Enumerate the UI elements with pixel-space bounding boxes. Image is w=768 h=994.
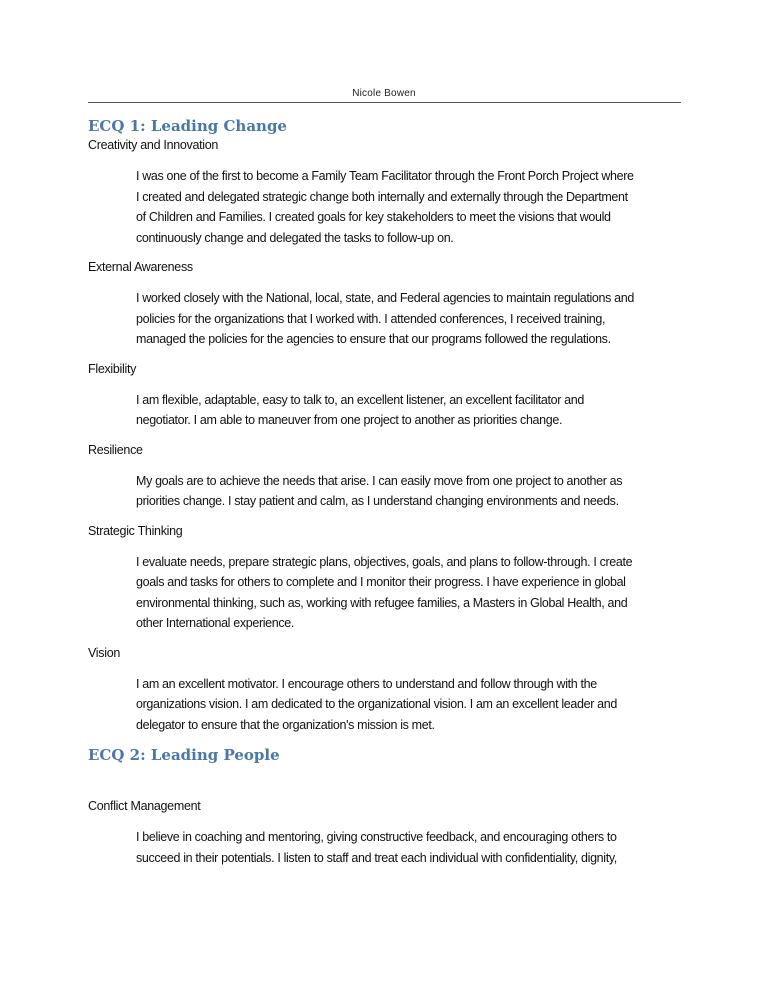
competency-paragraph	[136, 471, 688, 512]
competency-paragraph	[136, 552, 688, 634]
competency-title: Strategic Thinking	[88, 523, 183, 538]
paragraph-line: continuously change and delegated the tasks to follow-up on.	[136, 230, 454, 245]
paragraph-line: I created and delegated strategic change both internally and externally through the Department	[136, 189, 628, 204]
paragraph-line: goals and tasks for others to complete and I monitor their progress. I have experience in global	[136, 575, 626, 589]
paragraph-line: I am flexible, adaptable, easy to talk to, an excellent listener, an excellent facilitator and	[136, 392, 584, 407]
paragraph-line: My goals are to achieve the needs that arise. I can easily move from one project to another as	[136, 473, 623, 488]
competency-title: Vision	[88, 645, 121, 660]
paragraph-line: environmental thinking, such as, working with refugee families, a Masters in Global Health, and	[136, 595, 628, 610]
competency-title: Creativity and Innovation	[88, 138, 219, 152]
paragraph-line: of Children and Families. I created goals for key stakeholders to meet the visions that would	[136, 210, 611, 224]
paragraph-line: policies for the organizations that I worked with. I attended conferences, I received training,	[136, 311, 606, 326]
document-body	[88, 116, 688, 878]
section-heading-ecq1: ECQ 1: Leading Change	[88, 117, 287, 135]
paragraph-line: organizations vision. I am dedicated to the organizational vision. I am an excellent leader and	[136, 697, 617, 711]
competency-title: External Awareness	[88, 260, 193, 274]
paragraph-line: delegator to ensure that the organization's mission is met.	[136, 717, 435, 732]
paragraph-line: I believe in coaching and mentoring, giving constructive feedback, and encouraging others to	[136, 830, 617, 844]
paragraph-line: negotiator. I am able to maneuver from one project to another as priorities change.	[136, 413, 563, 427]
paragraph-line: I am an excellent motivator. I encourage others to understand and follow through with the	[136, 676, 597, 691]
competency-paragraph	[136, 166, 688, 248]
paragraph-line: I evaluate needs, prepare strategic plans, objectives, goals, and plans to follow-through. I create	[136, 554, 633, 569]
section-heading-ecq2: ECQ 2: Leading People	[88, 746, 280, 764]
competency-paragraph	[136, 827, 688, 868]
competency-title: Resilience	[88, 442, 143, 457]
page-header-name: Nicole Bowen	[352, 88, 416, 99]
paragraph-line: succeed in their potentials. I listen to staff and treat each individual with confidentiality, dignity,	[136, 850, 617, 865]
paragraph-line: managed the policies for the agencies to ensure that our programs followed the regulations.	[136, 332, 611, 346]
header-divider	[88, 102, 681, 103]
paragraph-line: other International experience.	[136, 616, 295, 630]
paragraph-line: I was one of the first to become a Family Team Facilitator through the Front Porch Project where	[136, 169, 634, 183]
paragraph-line: I worked closely with the National, local, state, and Federal agencies to maintain regulations and	[136, 291, 634, 305]
section-spacer	[88, 765, 688, 797]
paragraph-line: priorities change. I stay patient and calm, as I understand changing environments and needs.	[136, 494, 619, 508]
competency-paragraph	[136, 674, 688, 736]
competency-title: Conflict Management	[88, 799, 201, 813]
competency-paragraph	[136, 288, 688, 350]
competency-title: Flexibility	[88, 361, 137, 376]
competency-paragraph	[136, 390, 688, 431]
